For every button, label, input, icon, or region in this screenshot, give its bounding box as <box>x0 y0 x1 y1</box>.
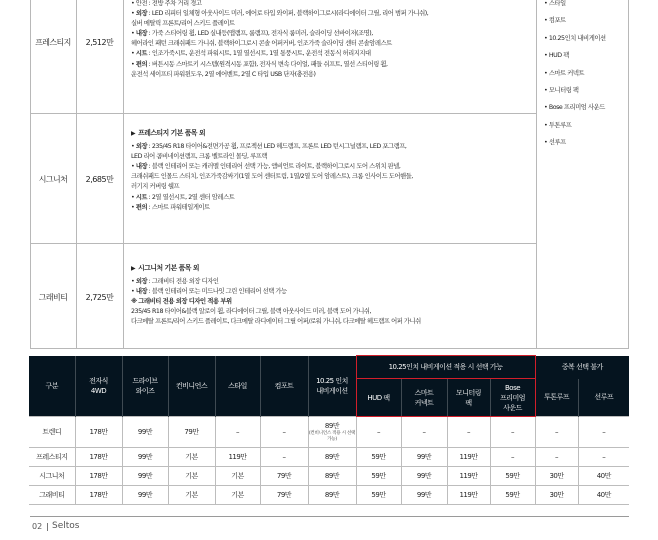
trim-features <box>131 128 526 213</box>
feature-line: 운전석 세이프티 파워윈도우, 2열 에어벤트, 2열 C 타입 USB 단자(충전용) <box>131 70 316 78</box>
cell: 89만 <box>308 448 356 467</box>
cell: 99만 <box>401 448 447 467</box>
cell: 40만 <box>578 486 629 505</box>
cell: 178만 <box>75 448 122 467</box>
feature-line: • 안전 : 전방 주차 거리 경고 <box>131 0 202 7</box>
feature-line: 다크메탈 프론트/리어 스키드 플레이트, 다크메탈 라디에이터 그릴 어퍼/로워 가니쉬, 다크메탈 헤드램프 어퍼 가니쉬 <box>131 318 421 326</box>
nav-note: (컨비니언스 적용 시 선택 가능) <box>308 431 356 442</box>
feature-group-title: ▶ 시그니처 기본 품목 외 <box>131 264 199 272</box>
table-row <box>29 467 629 486</box>
trim-name: 시그니처 <box>38 175 68 184</box>
row-trim: 트렌디 <box>29 417 75 448</box>
trim-price: 2,685만 <box>85 175 114 184</box>
list-item: • 선루프 <box>544 139 566 147</box>
list-item: • 모니터링 팩 <box>544 86 579 94</box>
cell: 기본 <box>215 467 260 486</box>
cell: 79만 <box>168 417 215 448</box>
cell: 119만 <box>447 467 490 486</box>
trim-feature-table <box>30 0 629 349</box>
cell: 30만 <box>535 467 578 486</box>
header-monitoring: 모니터링 팩 <box>447 379 490 417</box>
feature-line: • 내장 : 블랙 인테리어 또는 캐러멜 인테리어 선택 가능, 앰비언트 라이트, 블랙하이그로시 도어 스위치 판넬, <box>131 163 401 171</box>
cell: – <box>535 417 578 448</box>
header-group-nav-options: 10.25인치 내비게이션 적용 시 선택 가능 <box>356 356 535 379</box>
cell: 99만 <box>122 467 168 486</box>
cell: – <box>447 417 490 448</box>
header-bose: Bose 프리미엄 사운드 <box>490 379 535 417</box>
trim-row-prestige <box>30 0 629 113</box>
header-smart-connect: 스마트 커넥트 <box>401 379 447 417</box>
cell: – <box>490 417 535 448</box>
footer-divider <box>47 523 48 531</box>
cell: 기본 <box>215 486 260 505</box>
cell: – <box>260 448 308 467</box>
table-row <box>29 486 629 505</box>
list-item: • 스타일 <box>544 0 566 7</box>
cell: 79만 <box>260 467 308 486</box>
feature-group-title: ▶ 프레스티지 기본 품목 외 <box>131 129 206 137</box>
header-twotone-roof: 투톤루프 <box>535 379 578 417</box>
trim-price: 2,512만 <box>85 38 114 47</box>
cell: – <box>490 448 535 467</box>
cell: 99만 <box>401 467 447 486</box>
header-hud: HUD 팩 <box>356 379 401 417</box>
header-drive-wise: 드라이브 와이즈 <box>122 356 168 417</box>
feature-line: 러기지 커버링 쉘프 <box>131 183 180 191</box>
cell: 119만 <box>215 448 260 467</box>
cell: 178만 <box>75 486 122 505</box>
cell: 기본 <box>168 467 215 486</box>
cell: 59만 <box>356 448 401 467</box>
feature-line: • 내장 : 블랙 인테리어 또는 미드나잇 그린 인테리어 선택 가능 <box>131 288 287 296</box>
cell: 89만 (컨비니언스 적용 시 선택 가능) <box>308 417 356 448</box>
option-price-table <box>29 355 629 505</box>
feature-line: • 외장 : 235/45 R18 타이어&전면가공 휠, 프로젝션 LED 헤드램프, 프론트 LED 턴시그널램프, LED 포그램프, <box>131 143 407 151</box>
feature-line: • 내장 : 가죽 스티어링 휠, LED 실내등(맵램프, 룸램프), 전자식 룸미러, 슬라이딩 선바이저(조명), <box>131 30 373 38</box>
cell: 79만 <box>260 486 308 505</box>
list-item: • 투톤루프 <box>544 121 572 129</box>
cell: 기본 <box>168 486 215 505</box>
cell: 59만 <box>356 467 401 486</box>
trim-price: 2,725만 <box>85 293 114 302</box>
trim-row-gravity <box>30 243 629 348</box>
trim-row-signature <box>30 113 629 243</box>
cell: 89만 <box>308 467 356 486</box>
cell: – <box>535 448 578 467</box>
feature-line: • 편의 : 버튼시동 스마트키 시스템(원격시동 포함), 전자식 변속 다이얼, 패들 쉬프트, 열선 스티어링 휠, <box>131 60 388 68</box>
cell: 99만 <box>122 417 168 448</box>
trim-features <box>131 263 526 328</box>
list-item: • 10.25인치 내비게이션 <box>544 34 606 42</box>
page-footer <box>30 516 629 531</box>
header-group-no-duplicate: 중복 선택 불가 <box>535 356 629 379</box>
cell: 99만 <box>122 448 168 467</box>
feature-line: LED 리어 콤비네이션램프, 크롬 벨트라인 몰딩, 루프랙 <box>131 153 268 161</box>
header-convenience: 컨비니언스 <box>168 356 215 417</box>
page-number: 02 <box>32 522 43 531</box>
cell: 59만 <box>490 467 535 486</box>
cell: – <box>578 448 629 467</box>
trim-features <box>131 0 526 80</box>
cell: 99만 <box>401 486 447 505</box>
cell: 59만 <box>490 486 535 505</box>
feature-line: 헤어라인 패턴 크래쉬패드 가니쉬, 블랙하이그로시 콘솔 어퍼커버, 인조가죽 슬라이딩 센터 콘솔암레스트 <box>131 40 392 48</box>
header-navigation: 10.25 인치 내비게이션 <box>308 356 356 417</box>
row-trim: 프레스티지 <box>29 448 75 467</box>
header-sunroof: 선루프 <box>578 379 629 417</box>
cell: 99만 <box>122 486 168 505</box>
list-item: • 컴포트 <box>544 17 566 25</box>
header-gubun: 구분 <box>29 356 75 417</box>
cell: 178만 <box>75 467 122 486</box>
cell: – <box>401 417 447 448</box>
feature-line: ※ 그래비티 전용 외장 디자인 적용 부위 <box>131 298 232 306</box>
table-row <box>29 417 629 448</box>
cell: 40만 <box>578 467 629 486</box>
cell: – <box>578 417 629 448</box>
triangle-bullet-icon: ▶ <box>131 130 136 137</box>
feature-line: • 시트 : 2열 열선시트, 2열 센터 암레스트 <box>131 193 235 201</box>
cell: 119만 <box>447 448 490 467</box>
cell: – <box>260 417 308 448</box>
trim-name: 프레스티지 <box>35 38 71 47</box>
cell: 178만 <box>75 417 122 448</box>
row-divider <box>30 348 629 349</box>
list-item: • 스마트 커넥트 <box>544 69 585 77</box>
model-name: Seltos <box>52 521 80 531</box>
header-comfort: 컴포트 <box>260 356 308 417</box>
triangle-bullet-icon: ▶ <box>131 265 136 272</box>
trim-name: 그래비티 <box>38 293 68 302</box>
feature-line: 실버 메탈릭 프론트/리어 스키드 플레이트 <box>131 20 235 28</box>
feature-line: • 외장 : 그래비티 전용 외장 디자인 <box>131 278 219 286</box>
option-package-list <box>544 0 634 152</box>
cell: 119만 <box>447 486 490 505</box>
feature-line: • 외장 : LED 리피터 일체형 아웃사이드 미러, 에어로 타입 와이퍼, 블랙하이그로시(라디에이터 그릴, 리어 범퍼 가니쉬), <box>131 10 429 18</box>
cell: 30만 <box>535 486 578 505</box>
list-item: • HUD 팩 <box>544 52 569 60</box>
row-trim: 그래비티 <box>29 486 75 505</box>
cell: 59만 <box>356 486 401 505</box>
header-4wd: 전자식 4WD <box>75 356 122 417</box>
feature-line: • 편의 : 스마트 파워테일게이트 <box>131 203 210 211</box>
feature-line: • 시트 : 인조가죽시트, 운전석 파워시트, 1열 열선시트, 1열 통풍시트, 운전석 전동식 허리지지대 <box>131 50 371 58</box>
header-style: 스타일 <box>215 356 260 417</box>
table-row <box>29 448 629 467</box>
cell: – <box>215 417 260 448</box>
list-item: • Bose 프리미엄 사운드 <box>544 104 605 112</box>
cell: 기본 <box>168 448 215 467</box>
row-trim: 시그니처 <box>29 467 75 486</box>
feature-line: 크래쉬패드 인몰드 스티치, 인조가죽감싸기(1열 도어 센터트림, 1열/2열 도어 암레스트), 크롬 인사이드 도어핸들, <box>131 173 413 181</box>
feature-line: 235/45 R18 타이어&블랙 알로이 휠, 라디에이터 그릴, 블랙 아웃사이드 미러, 블랙 도어 가니쉬, <box>131 308 372 316</box>
cell: – <box>356 417 401 448</box>
cell: 89만 <box>308 486 356 505</box>
